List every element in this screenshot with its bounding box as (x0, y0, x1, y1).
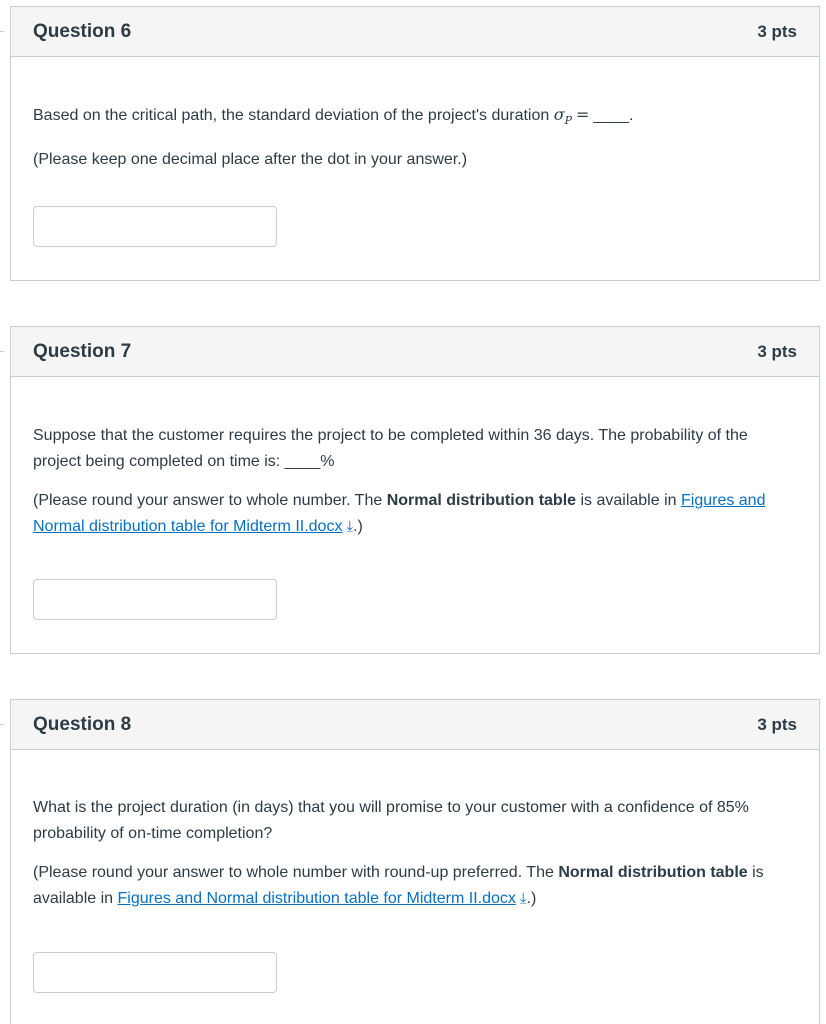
sigma-subscript: P (564, 114, 573, 128)
question-7-text: Suppose that the customer requires the project to be completed within 36 days. The probability of the project being completed on time is: ____% (33, 427, 748, 470)
question-6-answer-input[interactable] (33, 206, 277, 247)
question-6-blank: ____. (593, 107, 634, 124)
question-6-header (11, 7, 819, 57)
question-8-answer-input[interactable] (33, 952, 277, 993)
question-8-header (11, 700, 819, 750)
question-8-text: What is the project duration (in days) that you will promise to your customer with a confidence of 85% probability of on-time completion? (33, 799, 749, 842)
sigma-symbol: σ (553, 105, 565, 124)
question-8-body (11, 750, 819, 912)
question-6 (10, 6, 820, 281)
question-7-header (11, 327, 819, 377)
question-7-instruction-prefix: (Please round your answer to whole number. The (33, 492, 387, 509)
question-8-points: 3 pts (757, 714, 797, 734)
question-7-title: Question 7 (33, 340, 132, 362)
question-7-answer-input[interactable] (33, 579, 277, 620)
download-icon[interactable]: ⤓ (519, 890, 527, 907)
question-8-file-link[interactable]: Figures and Normal distribution table for Midterm II.docx (117, 890, 516, 907)
question-7-points: 3 pts (757, 341, 797, 361)
question-6-text-part1: Based on the critical path, the standard deviation of the project's duration (33, 107, 554, 124)
question-7-file-link[interactable]: Figures and Normal distribution table for Midterm II.docx (33, 492, 766, 535)
question-6-points: 3 pts (757, 21, 797, 41)
question-7-tick (0, 351, 4, 352)
question-7-instruction (33, 488, 797, 540)
question-8-instruction (33, 860, 797, 912)
question-6-instruction: (Please keep one decimal place after the dot in your answer.) (33, 151, 468, 169)
question-7-instruction-suffix: .) (353, 518, 363, 535)
question-8-instruction-prefix: (Please round your answer to whole number with round-up preferred. The (33, 864, 559, 881)
question-8-title: Question 8 (33, 713, 132, 735)
question-8-bold-text: Normal distribution table (558, 864, 748, 881)
download-icon[interactable]: ⤓ (346, 518, 354, 535)
question-8-tick (0, 724, 4, 725)
question-8-instruction-middle: is available in (33, 864, 764, 907)
question-7 (10, 326, 820, 654)
question-7-body (11, 377, 819, 540)
question-6-text (33, 102, 797, 134)
question-8-instruction-suffix: .) (526, 890, 537, 907)
question-8 (10, 699, 820, 1024)
question-7-bold-text: Normal distribution table (386, 492, 577, 509)
sigma-p-expression (553, 105, 594, 128)
question-6-title: Question 6 (33, 20, 132, 42)
equals-sign: = (576, 105, 590, 124)
question-6-body (11, 57, 819, 173)
question-6-tick (0, 31, 4, 32)
question-7-instruction-middle: is available in (576, 492, 681, 509)
